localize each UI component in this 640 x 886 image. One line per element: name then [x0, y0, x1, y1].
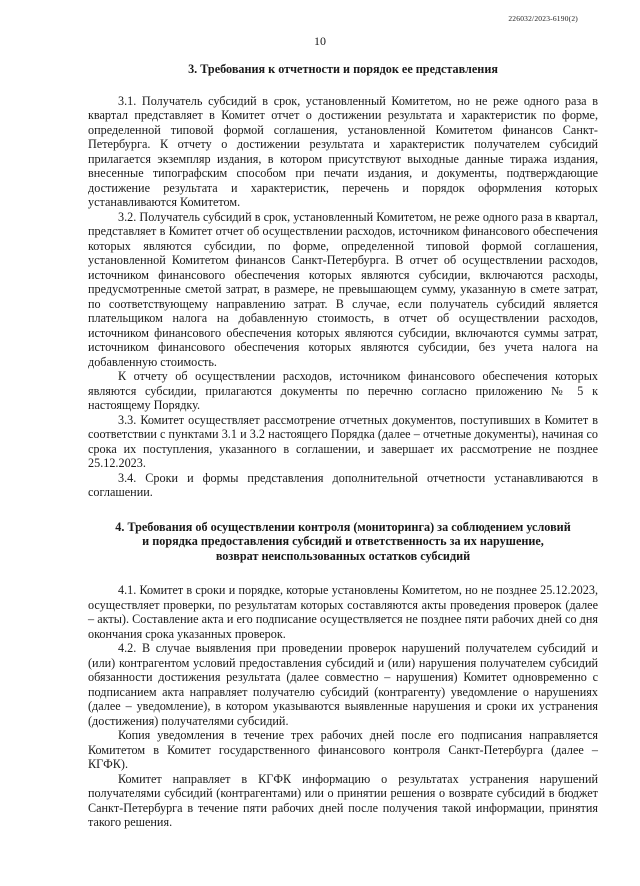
- paragraph-4-1: 4.1. Комитет в сроки и порядке, которые установлены Комитетом, но не позднее 25.12.2023, осуществляет проверки, по результатам которых составляются акты проведения проверок (далее – акты). Составление акта и его подписание осуществляется не позднее пяти рабочих дней со дня окончания срока указанных проверок.: [88, 583, 598, 641]
- section-4-title-line: и порядка предоставления субсидий и ответственность за их нарушение,: [142, 534, 544, 548]
- section-4-title: [88, 520, 598, 564]
- document-body: [88, 62, 598, 830]
- paragraph-3-2: 3.2. Получатель субсидий в срок, установленный Комитетом, не реже одного раза в квартал, представляет в Комитет отчет об осуществлении расходов, источником финансового обеспечения которых являются субсидии, по форме, определенной типовой формой соглашения, установленной Комитетом финансов Санкт-Петербурга. В отчет об осуществлении расходов, источником финансового обеспечения которых являются субсидии, включаются расходы, предусмотренные сметой затрат, в размере, не превышающем сумму, указанную в смете затрат, по соответствующему направлению затрат. В случае, если получатель субсидий является плательщиком налога на добавленную стоимость, в отчет об осуществлении расходов, источником финансового обеспечения которых являются субсидии, включаются суммы затрат, источником финансового обеспечения которых являются субсидии, без учета налога на добавленную стоимость.: [88, 209, 598, 369]
- section-4-title-line: возврат неиспользованных остатков субсидий: [215, 548, 471, 563]
- paragraph-4-2: 4.2. В случае выявления при проведении проверок нарушений получателем субсидий и (или) контрагентом условий предоставления субсидий и (или) нарушения получателем субсидий обязанности достижения результата (далее совместно – нарушения) Комитет одновременно с подписанием акта направляет получателю субсидий (контрагенту) уведомление о нарушениях (далее – уведомление), в котором указываются выявленные нарушения и сроки их устранения (достижения) получателями субсидий.: [88, 641, 598, 728]
- paragraph-3-4: 3.4. Сроки и формы представления дополнительной отчетности устанавливаются в соглашении.: [88, 470, 598, 499]
- paragraph-3-1: 3.1. Получатель субсидий в срок, установленный Комитетом, но не реже одного раза в квартал представляет в Комитет отчет о достижении результата и характеристик по форме, определенной типовой формой соглашения, установленной Комитетом финансов Санкт-Петербурга. К отчету о достижении результата и характеристик получателем субсидий прилагается экземпляр издания, в котором присутствуют выходные данные тиража издания, внесенные типографским способом при печати издания, и документы, подтверждающие достижение результата и характеристик, перечень и порядок оформления которых устанавливаются Комитетом.: [88, 93, 598, 209]
- section-4-title-line: 4. Требования об осуществлении контроля (мониторинга) за соблюдением условий: [115, 519, 571, 534]
- paragraph-4-2-copy: Копия уведомления в течение трех рабочих дней после его подписания направляется Комитетом в Комитет государственного финансового контроля Санкт-Петербурга (далее – КГФК).: [88, 728, 598, 771]
- section-3-title: 3. Требования к отчетности и порядок ее представления: [188, 62, 498, 76]
- paragraph-3-2-attachments: К отчету об осуществлении расходов, источником финансового обеспечения которых являются субсидии, прилагаются документы по перечню согласно приложению № 5 к настоящему Порядку.: [88, 369, 598, 412]
- page-number: 10: [314, 34, 326, 48]
- document-number: 226032/2023-6190(2): [508, 14, 578, 23]
- paragraph-3-3: 3.3. Комитет осуществляет рассмотрение отчетных документов, поступивших в Комитет в соответствии с пунктами 3.1 и 3.2 настоящего Порядка (далее – отчетные документы), начиная со срока их поступления, указанного в соглашении, и завершает их рассмотрение не позднее 25.12.2023.: [88, 412, 598, 470]
- paragraph-4-2-kgfk: Комитет направляет в КГФК информацию о результатах устранения нарушений получателями субсидий (контрагентами) или о принятии решения о возврате субсидий в бюджет Санкт-Петербурга в течение пяти рабочих дней после получения такой информации, принятия такого решения.: [88, 771, 598, 829]
